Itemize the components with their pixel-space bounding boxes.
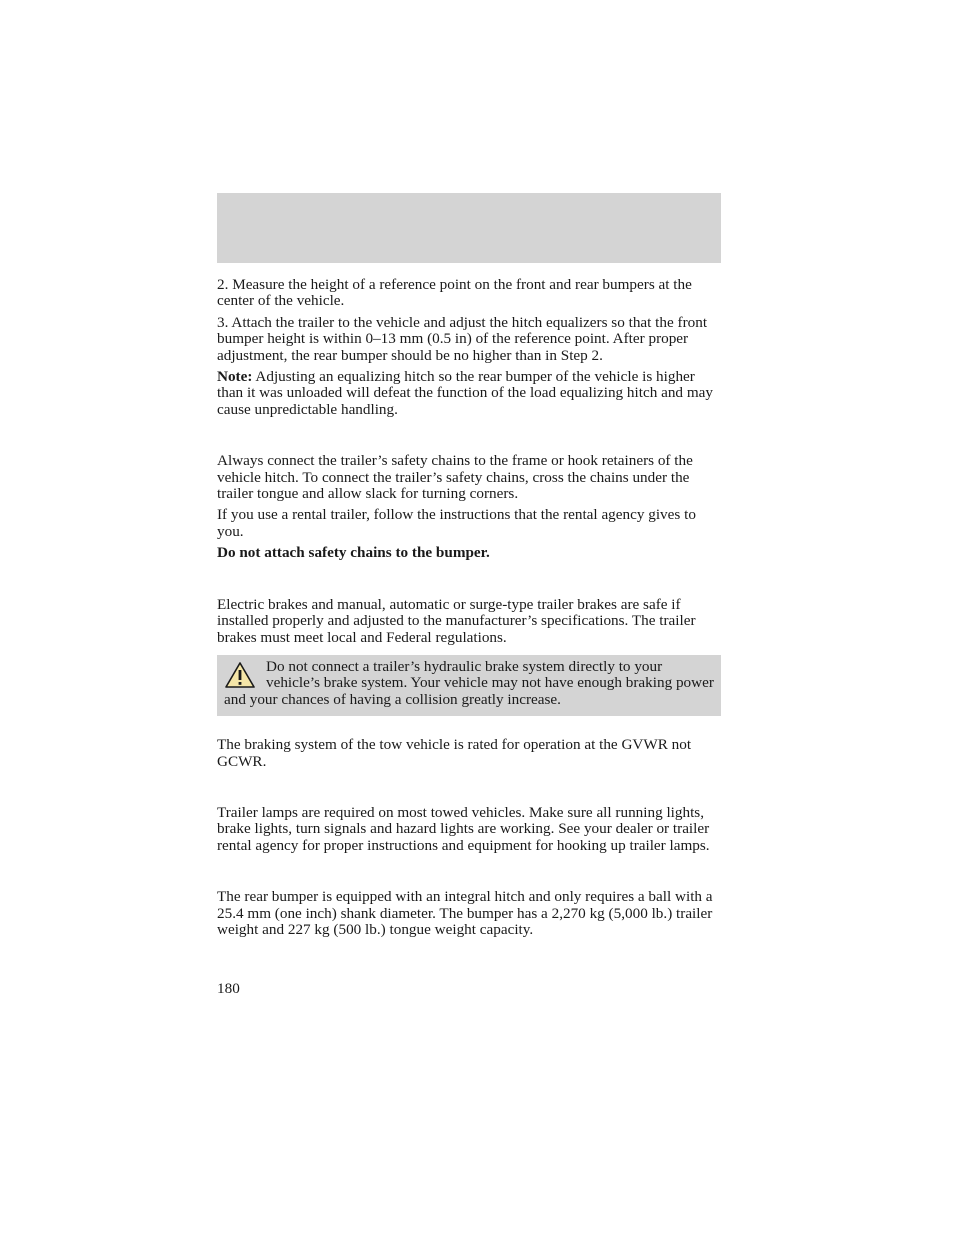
note-paragraph bbox=[217, 369, 721, 418]
step-2-text: 2. Measure the height of a reference point on the front and rear bumpers at the center of the vehicle. bbox=[217, 276, 692, 310]
trailer-lamps-paragraph: Trailer lamps are required on most towed vehicles. Make sure all running lights, brake lights, turn signals and hazard lights are working. See your dealer or trailer rental agency for proper instructions and equipment for hooking up trailer lamps. bbox=[217, 803, 710, 854]
warning-text: Do not connect a trailer’s hydraulic brake system directly to your vehicle’s brake system. Your vehicle may not have enough braking power and your chances of having a collision greatly increase. bbox=[224, 657, 714, 708]
note-text: Adjusting an equalizing hitch so the rear bumper of the vehicle is higher than it was unloaded will defeat the function of the load equalizing hitch and may cause unpredictable handling. bbox=[217, 368, 713, 418]
step-3-text: 3. Attach the trailer to the vehicle and adjust the hitch equalizers so that the front bumper height is within 0–13 mm (0.5 in) of the reference point. After proper adjustment, the rear bumper should be no higher than in Step 2. bbox=[217, 313, 708, 364]
note-label: Note: bbox=[217, 368, 253, 386]
warning-triangle-icon bbox=[224, 661, 256, 689]
page-number: 180 bbox=[217, 980, 240, 997]
page-content bbox=[217, 277, 721, 938]
section-header-band bbox=[217, 193, 721, 263]
safety-chains-paragraph-2: If you use a rental trailer, follow the instructions that the rental agency gives to you. bbox=[217, 506, 696, 540]
warning-box bbox=[217, 655, 721, 716]
bumper-hitch-paragraph: The rear bumper is equipped with an integral hitch and only requires a ball with a 25.4 mm (one inch) shank diameter. The bumper has a 2,270 kg (5,000 lb.) trailer weight and 227 kg (500 lb.) tongue weight capacity. bbox=[217, 888, 713, 938]
trailer-brakes-paragraph-2: The braking system of the tow vehicle is rated for operation at the GVWR not GCWR. bbox=[217, 736, 692, 770]
safety-chains-paragraph-1: Always connect the trailer’s safety chains to the frame or hook retainers of the vehicle hitch. To connect the trailer’s safety chains, cross the chains under the trailer tongue and allow slack for turning corners. bbox=[217, 452, 693, 503]
trailer-brakes-paragraph-1: Electric brakes and manual, automatic or surge-type trailer brakes are safe if installed properly and adjusted to the manufacturer’s specifications. The trailer brakes must meet local and Federal regulations. bbox=[217, 595, 696, 646]
safety-chains-warning: Do not attach safety chains to the bumper. bbox=[217, 544, 490, 562]
